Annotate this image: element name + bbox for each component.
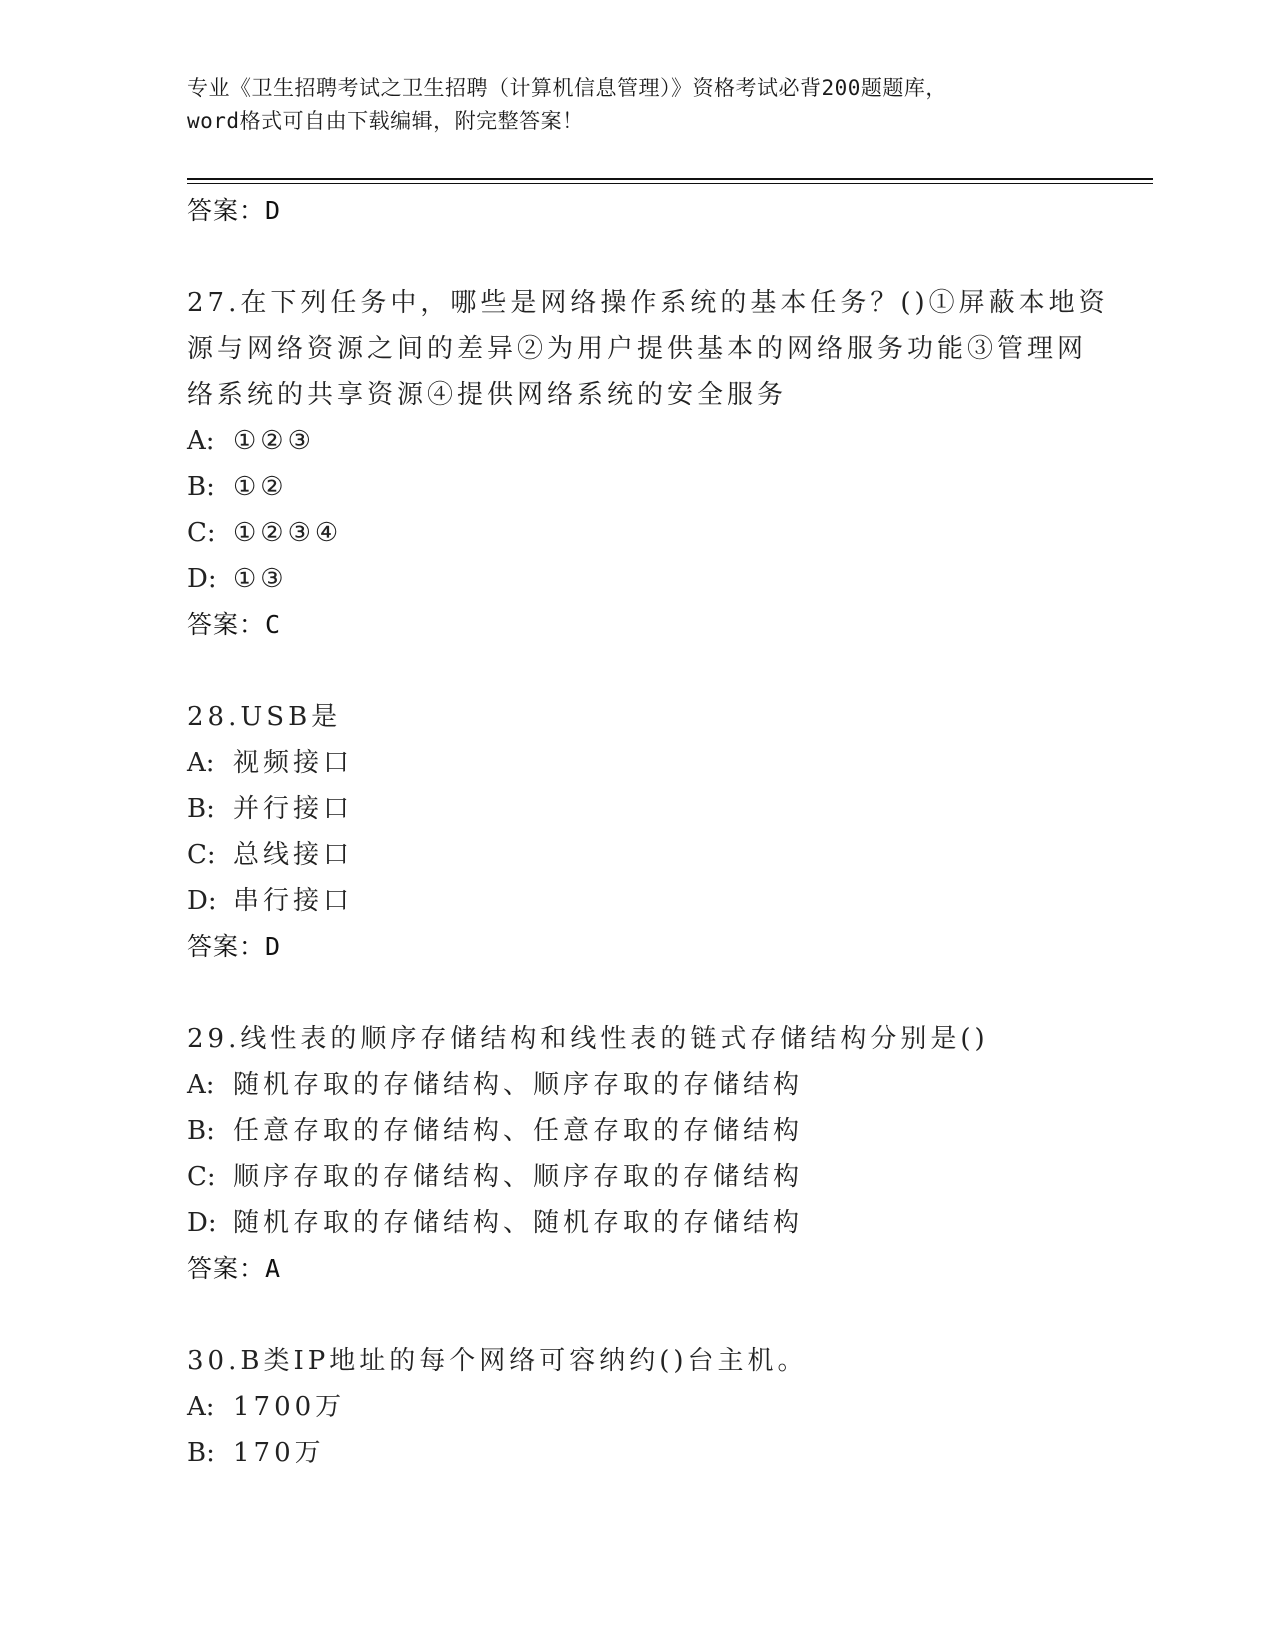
header-line-1: 专业《卫生招聘考试之卫生招聘（计算机信息管理）》资格考试必背200题题库，: [187, 76, 947, 100]
option-text: 总线接口: [233, 840, 354, 870]
option-text: 1700万: [233, 1392, 346, 1422]
option-text: 170万: [233, 1438, 325, 1468]
option-item: [187, 832, 1087, 878]
header-line-2: word格式可自由下载编辑，附完整答案！: [187, 109, 584, 133]
option-text: 视频接口: [233, 748, 354, 778]
option-item: [187, 1384, 1087, 1430]
option-item: [187, 418, 1087, 464]
option-text: ①②③④: [233, 518, 343, 548]
option-text: 随机存取的存储结构、随机存取的存储结构: [233, 1208, 804, 1238]
question-stem-line: 30.B类IP地址的每个网络可容纳约()台主机。: [187, 1346, 808, 1376]
question-stem-line: 27.在下列任务中，哪些是网络操作系统的基本任务？()①屏蔽本地资: [187, 288, 1109, 318]
question-stem-line: 28.USB是: [187, 702, 342, 732]
header-divider: [187, 178, 1153, 180]
answer-line: 答案：C: [187, 610, 282, 639]
option-item: [187, 510, 1087, 556]
option-text: 串行接口: [233, 886, 354, 916]
option-letter: B:: [187, 1438, 215, 1468]
answer-line: 答案：D: [187, 196, 282, 225]
option-item: [187, 740, 1087, 786]
option-letter: A:: [187, 748, 215, 778]
option-item: [187, 1154, 1087, 1200]
option-letter: D:: [187, 1208, 217, 1238]
option-text: ①②: [233, 472, 288, 502]
option-letter: B:: [187, 1116, 215, 1146]
question-block: [187, 1016, 1087, 1292]
option-item: [187, 556, 1087, 602]
option-item: [187, 786, 1087, 832]
option-item: [187, 878, 1087, 924]
question-block: [187, 1338, 1087, 1476]
option-item: [187, 1430, 1087, 1476]
option-text: 并行接口: [233, 794, 354, 824]
question-spacer: [187, 648, 1087, 694]
option-letter: B:: [187, 794, 215, 824]
option-letter: D:: [187, 886, 217, 916]
option-text: 随机存取的存储结构、顺序存取的存储结构: [233, 1070, 804, 1100]
option-text: ①②③: [233, 426, 315, 456]
document-header: [187, 72, 1087, 138]
option-letter: C:: [187, 518, 216, 548]
option-letter: A:: [187, 1392, 215, 1422]
option-letter: A:: [187, 1070, 215, 1100]
option-text: 顺序存取的存储结构、顺序存取的存储结构: [233, 1162, 804, 1192]
question-spacer: [187, 1292, 1087, 1338]
option-letter: A:: [187, 426, 215, 456]
question-spacer: [187, 234, 1087, 280]
question-stem-line: 源与网络资源之间的差异②为用户提供基本的网络服务功能③管理网: [187, 334, 1088, 364]
option-letter: C:: [187, 840, 216, 870]
option-letter: B:: [187, 472, 215, 502]
option-letter: D:: [187, 564, 217, 594]
option-item: [187, 1108, 1087, 1154]
option-item: [187, 464, 1087, 510]
header-divider-thin: [187, 183, 1153, 184]
questions-container: [187, 234, 1109, 1476]
question-stem-line: 29.线性表的顺序存储结构和线性表的链式存储结构分别是(): [187, 1024, 989, 1054]
option-item: [187, 1062, 1087, 1108]
question-block: [187, 280, 1109, 648]
question-list: [187, 188, 1109, 1476]
option-text: 任意存取的存储结构、任意存取的存储结构: [233, 1116, 804, 1146]
question-block: [187, 694, 1087, 970]
question-stem-line: 络系统的共享资源④提供网络系统的安全服务: [187, 380, 788, 410]
answer-line: 答案：D: [187, 932, 282, 961]
option-text: ①③: [233, 564, 288, 594]
option-letter: C:: [187, 1162, 216, 1192]
option-item: [187, 1200, 1087, 1246]
question-spacer: [187, 970, 1087, 1016]
answer-line: 答案：A: [187, 1254, 282, 1283]
